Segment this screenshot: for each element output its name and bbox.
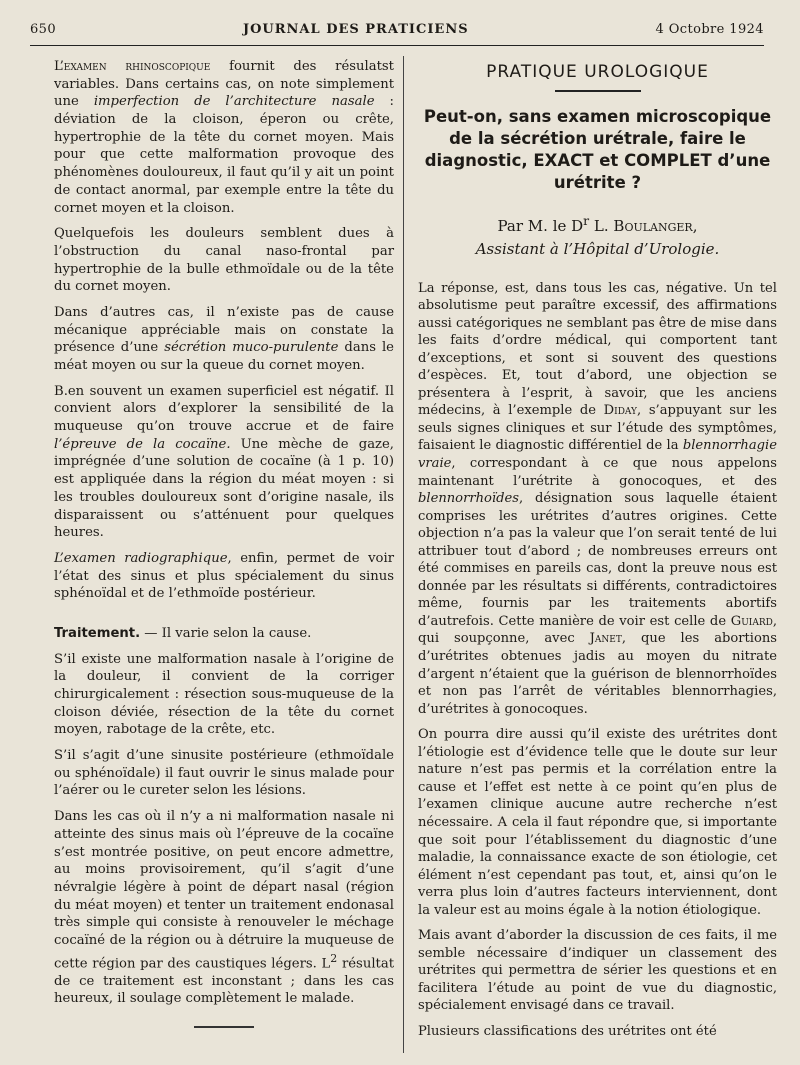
running-header [30, 22, 764, 44]
author-name: Boulanger [613, 216, 693, 235]
left-column [54, 58, 394, 1036]
header-rule [30, 45, 764, 46]
text-run: , [692, 216, 698, 235]
text-run: Par M. le D [497, 216, 584, 235]
emphasis: l’épreuve de la cocaïne. [54, 436, 231, 452]
text-run: Dans les cas où il n’y a ni malformation nasale ni atteinte des sinus mais où l’épreuve de la cocaïne s’est montrée positive, on peut encore admettre, au moins provisoirement, qu’il s’agit d’une névralgie légère à point de départ nasal (région du méat moyen) et tenter un traitement endonasal très simple qui consiste à renouveler le méchage cocaïné de la région ou à détruire la muqueuse de cette région par des caustiques légers. L [54, 809, 394, 972]
text-run: , que les abortions d’urétrites obtenues jadis au moyen du nitrate d’argent n’étaient que la guérison de blennorrhoïdes et non pas l’arrêt de véritables blennorrhagies, d’urétrites à gonocoques. [418, 631, 778, 717]
text-run: Dans d’autres cas, il n’existe pas de cause mécanique appréciable mais on constate la présence d’une [54, 304, 394, 356]
affiliation: Assistant à l’Hôpital d’Urologie. [475, 239, 720, 258]
text-run: La réponse, est, dans tous les cas, négative. Un tel absolutisme peut paraître excessif, des affirmations aussi catégoriques ne semblant pas être de mise dans les faits d’ordre médical, qui comportent tant d’exceptions, et sont si souvent des questions d’espèces. Et, tout d’abord, une objection se présentera à l’esprit, à savoir, que les anciens médecins, à l’exemple de [418, 280, 777, 419]
text-run: Une mèche de gaze, imprégnée d’une solution de cocaïne (à 1 p. 10) est appliquée dans la région du méat moyen : si les troubles douloureux sont d’origine nasale, ils disparaissent ou s’atténuent pour quelques heures. [54, 436, 394, 541]
end-ornament [54, 1018, 394, 1036]
text-run: fournit des résulatst variables. Dans certains cas, on note simplement une [54, 59, 394, 110]
paragraph-malformation: S’il existe une malformation nasale à l’origine de la douleur, il convient de la corriger chirurgicalement : résection sous-muqueuse de la cloison déviée, résection de la tête du cornet moyen, rabotage de la crête, etc. [54, 651, 394, 738]
author-ref: Janet [589, 631, 622, 647]
paragraph-etiologie: On pourra dire aussi qu’il existe des urétrites dont l’étiologie est d’évidence telle que le doute sur leur nature n’est pas permis et la corrélation entre la cause et l’effet est nette à ce point qu’en plus de l’examen clinique aucune autre recherche n’est nécessaire. A cela il faut répondre que, si importante que soit pour l’établissement du diagnostic d’une maladie, la connaissance exacte de son étiologie, cet élément n’est cependant pas tout, et, ainsi qu’on le verra plus loin d’autres facteurs interviennent, dont la valeur est au moins égale à la notion étiologique. [418, 727, 777, 918]
text-run: , désignation sous laquelle étaient comprises les urétrites d’autres origines. Cette objection n’a pas la valeur que l’on serait tenté de lui attribuer tout d’abord ; de nombreuses erreurs ont été commises en pareils cas, dont la preuve nous est donnée par les résultats si différents, contradictoires même, fournis par les traitements abortifs d’autrefois. Cette manière de voir est celle de [418, 491, 777, 629]
issue-date: 4 Octobre 1924 [655, 22, 764, 37]
text-run: , s’appuyant sur les seuls signes cliniques et sur l’étude des symptômes, faisaient le diagnostic différentiel de la [418, 403, 777, 454]
paragraph-sinusite: S’il s’agit d’une sinusite postérieure (ethmoïdale ou sphénoïdale) il faut ouvrir le sinus malade pour l’aérer ou le cureter selon les lésions. [54, 748, 394, 799]
paragraph-secretion [54, 304, 394, 375]
paragraph-radiography [54, 550, 394, 603]
section-title-rule [555, 90, 641, 92]
spacer [54, 611, 394, 625]
text-run: — Il varie selon la cause. [140, 625, 312, 641]
paragraph-classement: Mais avant d’aborder la discussion de ces faits, il me semble nécessaire d’indiquer un classement des urétrites qui permettra de sérier les questions et en facilitera l’étude au point de vue du diagnostic, spécialement envisagé dans ce travail. [418, 928, 777, 1014]
emphasis: sécrétion muco-purulente [164, 340, 339, 356]
text-run: B.en souvent un examen superficiel est négatif. Il convient alors d’explorer la sensibilité de la muqueuse qu’on trouve accrue et de faire [54, 383, 394, 435]
text-run: , enfin, permet de voir l’état des sinus et plus spécialement du sinus sphénoïdal et de l’ethmoïde postérieur. [54, 550, 394, 602]
text-run: , qui soupçonne, avec [418, 613, 777, 647]
emphasis: blennorrhagie vraie [418, 438, 777, 472]
text-run: , correspondant à ce que nous appelons maintenant l’urétrite à gonocoques, et des [418, 456, 777, 489]
paragraph-nevralgie [54, 808, 394, 1008]
text-run: : déviation de la cloison, éperon ou crête, hypertrophie de la tête du cornet moyen. Mais pour que cette malformation provoque des phénomènes douloureux, il faut qu’il y ait un point de contact anormal, par exemple entre la tête du cornet moyen et la cloison. [54, 94, 395, 216]
byline [418, 210, 777, 237]
page-number: 650 [30, 22, 57, 37]
section-title: PRATIQUE UROLOGIQUE [486, 62, 709, 82]
emphasis: blennorrhoïdes [418, 491, 519, 507]
text-run: r [583, 212, 590, 228]
paragraph-reponse [418, 280, 777, 719]
text-run: L. [589, 216, 614, 235]
paragraph-obstruction: Quelquefois les douleurs semblent dues à l’obstruction du canal naso-frontal par hypertrophie de la bulle ethmoïdale ou de la tête du cornet moyen. [54, 226, 394, 295]
paragraph-classifications: Plusieurs classifications des urétrites ont été [418, 1023, 717, 1039]
author-ref: Diday [603, 403, 638, 419]
rhinoscopy-lead: L’examen rhinoscopique [54, 59, 211, 74]
author-ref: Guiard [730, 613, 773, 629]
text-run: 2 [330, 951, 338, 965]
paragraph-traitement [54, 625, 394, 643]
column-divider [403, 56, 404, 1053]
journal-title: JOURNAL DES PRATICIENS [242, 22, 469, 37]
right-column [418, 58, 777, 1049]
emphasis: imperfection de l’architecture nasale [93, 94, 375, 110]
emphasis: L’examen radiographique [54, 550, 228, 566]
article-title: Peut-on, sans examen microscopique de la sécrétion urétrale, faire le diagnostic, EXACT et COMPLET d’une urétrite ? [423, 106, 772, 192]
paragraph-cocaine-test [54, 383, 394, 542]
paragraph-rhinoscopy [54, 58, 394, 217]
traitement-heading: Traitement. [54, 625, 141, 641]
text-run: dans le méat moyen ou sur la queue du cornet moyen. [54, 340, 394, 373]
text-run: résultat de ce traitement est inconstant ; dans les cas heureux, il soulage complètement le malade. [54, 956, 395, 1007]
